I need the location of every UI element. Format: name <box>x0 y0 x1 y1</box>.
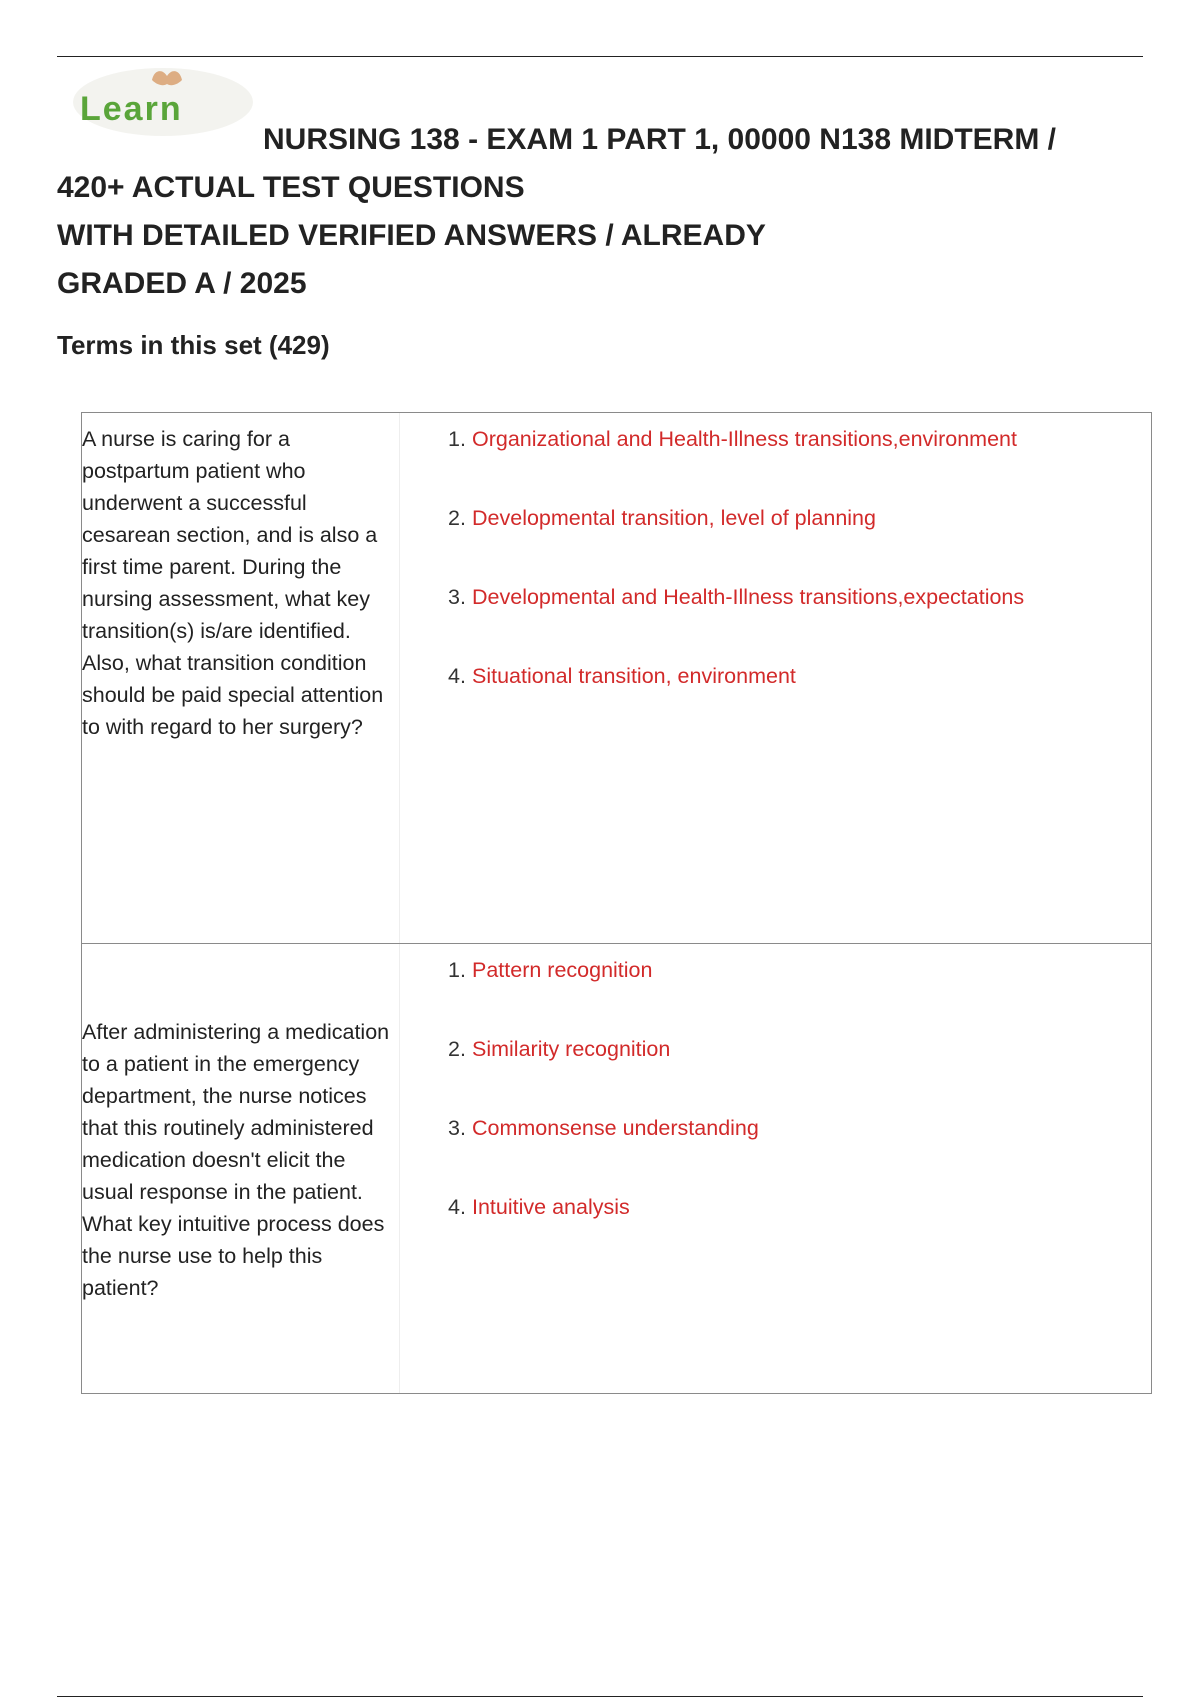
answer-option <box>400 581 1151 613</box>
option-text: Intuitive analysis <box>472 1195 630 1219</box>
option-number: 2. <box>448 1037 466 1061</box>
answer-option <box>400 1033 1151 1065</box>
option-text: Commonsense understanding <box>472 1116 759 1140</box>
option-text: Developmental and Health-Illness transitions,expectations <box>472 585 1025 609</box>
title-line-4: GRADED A / 2025 <box>57 267 307 300</box>
option-text: Developmental transition, level of planning <box>472 506 876 530</box>
option-number: 4. <box>448 1195 466 1219</box>
answer-options <box>400 944 1151 1393</box>
option-number: 1. <box>448 427 466 451</box>
answer-option <box>400 1191 1151 1223</box>
title-line-3: WITH DETAILED VERIFIED ANSWERS / ALREADY <box>57 219 766 252</box>
title-line-2: 420+ ACTUAL TEST QUESTIONS <box>57 171 525 204</box>
answer-option <box>400 660 1151 692</box>
question-table <box>81 412 1152 1394</box>
option-number: 4. <box>448 664 466 688</box>
option-text: Organizational and Health-Illness transitions,environment <box>472 427 1017 451</box>
option-number: 3. <box>448 585 466 609</box>
answer-option <box>400 954 1151 986</box>
option-text: Pattern recognition <box>472 958 653 982</box>
answer-option <box>400 1112 1151 1144</box>
question-row <box>82 413 1151 944</box>
option-number: 1. <box>448 958 466 982</box>
option-text: Similarity recognition <box>472 1037 671 1061</box>
option-text: Situational transition, environment <box>472 664 796 688</box>
top-rule <box>57 56 1143 57</box>
question-row <box>82 944 1151 1393</box>
question-text: A nurse is caring for a postpartum patient who underwent a successful cesarean section, and is also a first time parent. During the nursing assessment, what key transition(s) is/are identified. Also, what transition condition should be paid special attention to with regard to her surgery? <box>82 413 400 943</box>
title-line-1: NURSING 138 - EXAM 1 PART 1, 00000 N138 MIDTERM / <box>263 123 1057 156</box>
option-number: 2. <box>448 506 466 530</box>
question-text: After administering a medication to a patient in the emergency department, the nurse notices that this routinely administered medication doesn't elicit the usual response in the patient. What key intuitive process does the nurse use to help this patient? <box>82 944 400 1393</box>
bottom-rule <box>57 1696 1143 1697</box>
answer-option <box>400 423 1151 455</box>
document-title <box>57 116 1137 308</box>
logo-text: Learn <box>80 90 183 128</box>
terms-count-heading: Terms in this set (429) <box>57 330 330 360</box>
option-number: 3. <box>448 1116 466 1140</box>
answer-options <box>400 413 1151 943</box>
answer-option <box>400 502 1151 534</box>
